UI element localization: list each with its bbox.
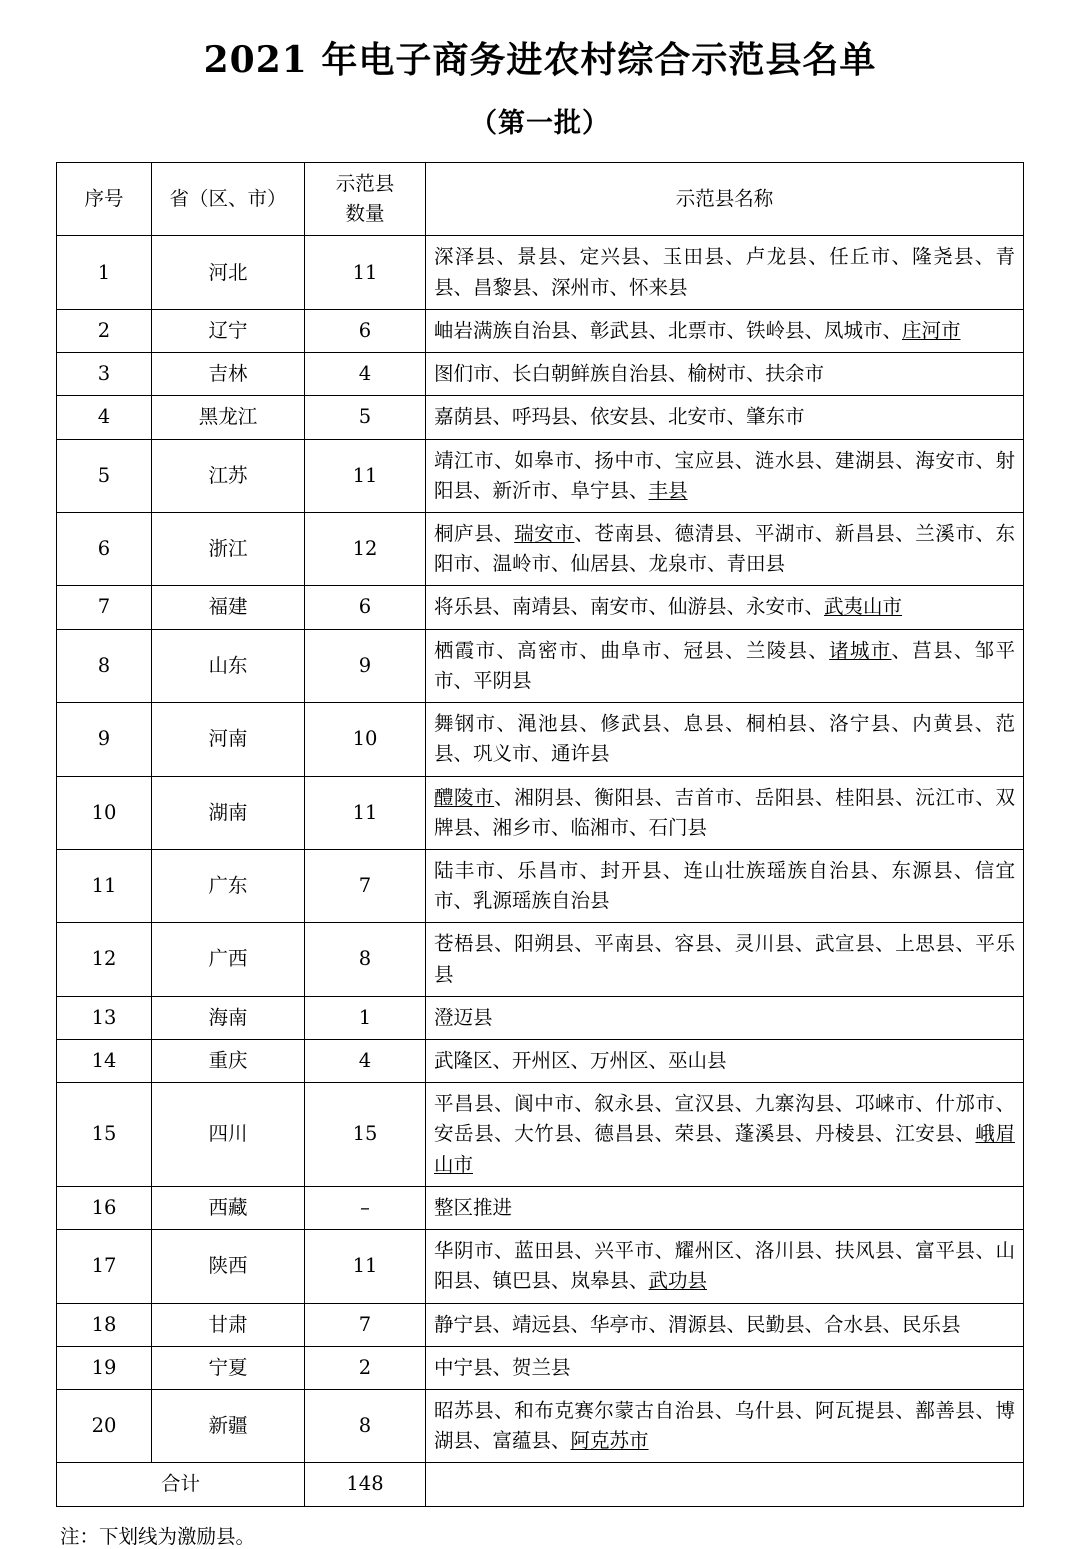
- table-row: [57, 849, 1024, 922]
- cell-province: 山东: [152, 629, 305, 702]
- cell-county-names: [426, 1083, 1024, 1187]
- header-province: 省（区、市）: [152, 163, 305, 236]
- cell-index: 3: [57, 353, 152, 396]
- table-row: [57, 309, 1024, 352]
- cell-county-names: [426, 586, 1024, 629]
- cell-count: 11: [305, 1230, 426, 1303]
- cell-county-names: [426, 236, 1024, 309]
- page-title: 2021 年电子商务进农村综合示范县名单: [203, 39, 877, 81]
- cell-count: 4: [305, 1040, 426, 1083]
- cell-province: 宁夏: [152, 1346, 305, 1389]
- cell-index: 6: [57, 512, 152, 585]
- table-body: [57, 236, 1024, 1506]
- cell-index: 4: [57, 396, 152, 439]
- cell-county-names: [426, 309, 1024, 352]
- cell-county-names: [426, 1303, 1024, 1346]
- table-row: [57, 353, 1024, 396]
- county-names-text: 整区推进: [434, 1195, 513, 1219]
- county-names-text: 将乐县、南靖县、南安市、仙游县、永安市、武夷山市: [434, 595, 903, 619]
- cell-province: 西藏: [152, 1186, 305, 1229]
- cell-county-names: [426, 1040, 1024, 1083]
- cell-count: 2: [305, 1346, 426, 1389]
- table-row: [57, 629, 1024, 702]
- cell-province: 江苏: [152, 439, 305, 512]
- cell-county-names: [426, 1346, 1024, 1389]
- cell-county-names: [426, 776, 1024, 849]
- table-total-row: [57, 1463, 1024, 1506]
- cell-index: 16: [57, 1186, 152, 1229]
- table-row: [57, 1230, 1024, 1303]
- cell-count: 11: [305, 236, 426, 309]
- county-names-text: 舞钢市、渑池县、修武县、息县、桐柏县、洛宁县、内黄县、范县、巩义市、通许县: [434, 712, 1015, 766]
- table-header-row: [57, 163, 1024, 236]
- cell-province: 福建: [152, 586, 305, 629]
- cell-county-names: [426, 396, 1024, 439]
- cell-county-names: [426, 439, 1024, 512]
- cell-count: 8: [305, 1390, 426, 1463]
- cell-count: 9: [305, 629, 426, 702]
- cell-count: 7: [305, 1303, 426, 1346]
- page-subtitle: （第一批）: [470, 108, 610, 139]
- cell-index: 19: [57, 1346, 152, 1389]
- cell-province: 广西: [152, 923, 305, 996]
- cell-count: 6: [305, 309, 426, 352]
- cell-index: 18: [57, 1303, 152, 1346]
- county-names-text: 华阴市、蓝田县、兴平市、耀州区、洛川县、扶风县、富平县、山阳县、镇巴县、岚皋县、武功县: [434, 1239, 1015, 1293]
- county-names-text: 醴陵市、湘阴县、衡阳县、吉首市、岳阳县、桂阳县、沅江市、双牌县、湘乡市、临湘市、石门县: [434, 785, 1015, 839]
- cell-count: 4: [305, 353, 426, 396]
- cell-province: 重庆: [152, 1040, 305, 1083]
- cell-county-names: [426, 629, 1024, 702]
- cell-index: 14: [57, 1040, 152, 1083]
- table-row: [57, 396, 1024, 439]
- county-names-text: 苍梧县、阳朔县、平南县、容县、灵川县、武宣县、上思县、平乐县: [434, 932, 1015, 986]
- cell-count: 8: [305, 923, 426, 996]
- cell-province: 陕西: [152, 1230, 305, 1303]
- cell-index: 1: [57, 236, 152, 309]
- cell-index: 11: [57, 849, 152, 922]
- cell-index: 17: [57, 1230, 152, 1303]
- county-names-text: 栖霞市、高密市、曲阜市、冠县、兰陵县、诸城市、莒县、邹平市、平阴县: [434, 638, 1015, 692]
- cell-count: 6: [305, 586, 426, 629]
- county-names-text: 中宁县、贺兰县: [434, 1355, 571, 1379]
- cell-index: 12: [57, 923, 152, 996]
- cell-index: 7: [57, 586, 152, 629]
- cell-index: 9: [57, 703, 152, 776]
- cell-index: 2: [57, 309, 152, 352]
- cell-province: 浙江: [152, 512, 305, 585]
- cell-province: 甘肃: [152, 1303, 305, 1346]
- cell-province: 海南: [152, 996, 305, 1039]
- cell-count: –: [305, 1186, 426, 1229]
- county-names-text: 深泽县、景县、定兴县、玉田县、卢龙县、任丘市、隆尧县、青县、昌黎县、深州市、怀来县: [434, 245, 1015, 299]
- county-names-text: 澄迈县: [434, 1005, 493, 1029]
- cell-index: 5: [57, 439, 152, 512]
- total-count: 148: [305, 1463, 426, 1506]
- table-row: [57, 1346, 1024, 1389]
- county-names-text: 岫岩满族自治县、彰武县、北票市、铁岭县、凤城市、庄河市: [434, 318, 961, 342]
- header-count-line1: 示范县: [335, 172, 395, 195]
- cell-count: 12: [305, 512, 426, 585]
- cell-province: 四川: [152, 1083, 305, 1187]
- cell-count: 10: [305, 703, 426, 776]
- table-row: [57, 512, 1024, 585]
- table-row: [57, 236, 1024, 309]
- cell-county-names: [426, 353, 1024, 396]
- cell-county-names: [426, 1186, 1024, 1229]
- demonstration-county-table: [56, 162, 1024, 1507]
- cell-county-names: [426, 703, 1024, 776]
- total-label: 合计: [57, 1463, 305, 1506]
- cell-province: 河北: [152, 236, 305, 309]
- table-row: [57, 776, 1024, 849]
- county-names-text: 图们市、长白朝鲜族自治县、榆树市、扶余市: [434, 362, 825, 386]
- cell-province: 湖南: [152, 776, 305, 849]
- table-row: [57, 1303, 1024, 1346]
- table-row: [57, 1083, 1024, 1187]
- cell-province: 新疆: [152, 1390, 305, 1463]
- county-names-text: 武隆区、开州区、万州区、巫山县: [434, 1049, 727, 1073]
- county-names-text: 平昌县、阆中市、叙永县、宣汉县、九寨沟县、邛崃市、什邡市、安岳县、大竹县、德昌县、荣县、蓬溪县、丹棱县、江安县、峨眉山市: [434, 1092, 1015, 1176]
- cell-province: 黑龙江: [152, 396, 305, 439]
- header-count-line2: 数量: [345, 202, 385, 226]
- cell-index: 15: [57, 1083, 152, 1187]
- county-names-text: 嘉荫县、呼玛县、依安县、北安市、肇东市: [434, 405, 805, 429]
- cell-county-names: [426, 849, 1024, 922]
- header-index: 序号: [57, 163, 152, 236]
- table-row: [57, 1186, 1024, 1229]
- header-names: 示范县名称: [426, 163, 1024, 236]
- cell-county-names: [426, 996, 1024, 1039]
- cell-index: 20: [57, 1390, 152, 1463]
- cell-county-names: [426, 1390, 1024, 1463]
- table-row: [57, 996, 1024, 1039]
- table-note: 注：下划线为激励县。: [60, 1524, 256, 1548]
- table-header: [57, 163, 1024, 236]
- table-row: [57, 703, 1024, 776]
- cell-county-names: [426, 923, 1024, 996]
- cell-count: 15: [305, 1083, 426, 1187]
- cell-province: 广东: [152, 849, 305, 922]
- cell-count: 5: [305, 396, 426, 439]
- table-row: [57, 923, 1024, 996]
- cell-county-names: [426, 1230, 1024, 1303]
- county-names-text: 静宁县、靖远县、华亭市、渭源县、民勤县、合水县、民乐县: [434, 1312, 961, 1336]
- header-count: [305, 163, 426, 236]
- county-names-text: 昭苏县、和布克赛尔蒙古自治县、乌什县、阿瓦提县、鄯善县、博湖县、富蕴县、阿克苏市: [434, 1399, 1015, 1453]
- county-names-text: 靖江市、如皋市、扬中市、宝应县、涟水县、建湖县、海安市、射阳县、新沂市、阜宁县、丰县: [434, 448, 1015, 502]
- county-names-text: 陆丰市、乐昌市、封开县、连山壮族瑶族自治县、东源县、信宜市、乳源瑶族自治县: [434, 858, 1015, 913]
- cell-index: 10: [57, 776, 152, 849]
- table-row: [57, 586, 1024, 629]
- table-row: [57, 1390, 1024, 1463]
- table-row: [57, 439, 1024, 512]
- cell-index: 13: [57, 996, 152, 1039]
- cell-count: 7: [305, 849, 426, 922]
- cell-province: 河南: [152, 703, 305, 776]
- cell-index: 8: [57, 629, 152, 702]
- total-names-empty: [426, 1463, 1024, 1506]
- table-row: [57, 1040, 1024, 1083]
- county-names-text: 桐庐县、瑞安市、苍南县、德清县、平湖市、新昌县、兰溪市、东阳市、温岭市、仙居县、龙泉市、青田县: [434, 521, 1015, 576]
- cell-county-names: [426, 512, 1024, 585]
- cell-count: 1: [305, 996, 426, 1039]
- cell-count: 11: [305, 439, 426, 512]
- cell-province: 吉林: [152, 353, 305, 396]
- cell-count: 11: [305, 776, 426, 849]
- cell-province: 辽宁: [152, 309, 305, 352]
